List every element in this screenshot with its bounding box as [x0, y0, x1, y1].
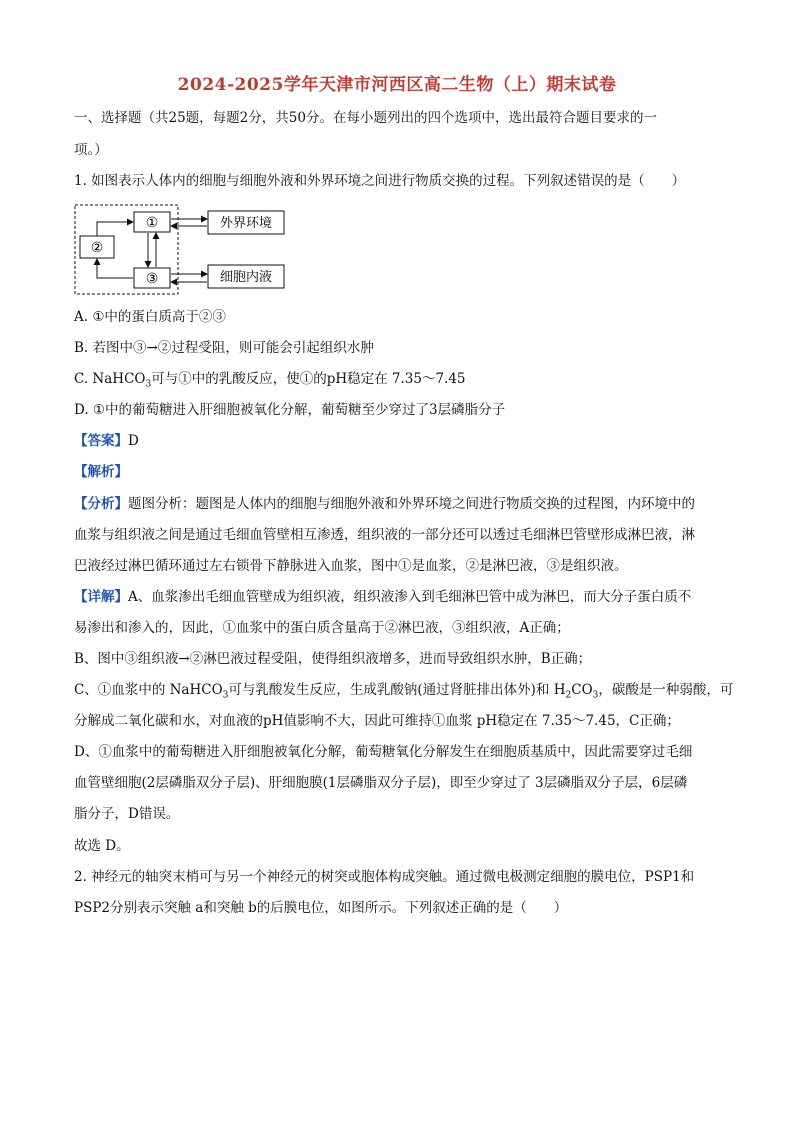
node-1-label: ① [145, 215, 159, 231]
arrow-3-to-2 [97, 259, 133, 278]
conclusion-line: 故选 D。 [74, 838, 130, 854]
option-c: C. NaHCO$_3$可与①中的乳酸反应，使①的pH稳定在 7.35～7.45 [74, 371, 466, 390]
detail-d-line-1: D、①血浆中的葡萄糖进入肝细胞被氧化分解，葡萄糖氧化分解发生在细胞质基质中，因此需要穿过毛细 [74, 744, 693, 760]
detail-d-line-3: 脂分子，D错误。 [74, 806, 180, 822]
exchange-diagram [74, 204, 294, 296]
question-2-stem-2: PSP2分别表示突触 a和突触 b的后膜电位，如图所示。下列叙述正确的是（ ） [74, 900, 568, 916]
section-instructions: 一、选择题（共25题，每题2分，共50分。在每小题列出的四个选项中，选出最符合题目要求的一 [74, 110, 657, 126]
fenxi-line-1: 【分析】题图分析：题图是人体内的细胞与细胞外液和外界环境之间进行物质交换的过程图，内环境中的 [74, 496, 695, 512]
outer-environment-label: 外界环境 [219, 216, 273, 231]
question-2-stem-1: 2. 神经元的轴突末梢可与另一个神经元的树突或胞体构成突触。通过微电极测定细胞的膜电位，PSP1和 [74, 869, 695, 885]
option-d: D. ①中的葡萄糖进入肝细胞被氧化分解，葡萄糖至少穿过了3层磷脂分子 [74, 402, 506, 418]
fenxi-line-3: 巴液经过淋巴循环通过左右锁骨下静脉进入血浆，图中①是血浆，②是淋巴液，③是组织液。 [74, 558, 628, 574]
analysis-heading: 【解析】 [74, 464, 128, 480]
page-title: 2024-2025学年天津市河西区高二生物（上）期末试卷 [177, 75, 617, 95]
option-b: B. 若图中③→②过程受阻，则可能会引起组织水肿 [74, 340, 374, 356]
answer-value: D [128, 433, 139, 449]
detail-c-line-1: C、①血浆中的 NaHCO$_3$可与乳酸发生反应，生成乳酸钠(通过肾脏排出体外)和 $H_2CO_3$，碳酸是一种弱酸，可 [74, 682, 734, 701]
answer-tag: 【答案】 [74, 433, 128, 449]
detail-d-line-2: 血管壁细胞(2层磷脂双分子层)、肝细胞膜(1层磷脂双分子层)，即至少穿过了 3层磷脂双分子层，6层磷 [74, 775, 688, 791]
detail-a-line-1: 【详解】A、血浆渗出毛细血管壁成为组织液，组织液渗入到毛细淋巴管中成为淋巴，而大分子蛋白质不 [74, 589, 692, 605]
detail-c-line-2: 分解成二氧化碳和水，对血液的pH值影响不大，因此可维持①血浆 pH稳定在 7.35～7.45，C正确； [74, 713, 680, 729]
question-1-stem: 1. 如图表示人体内的细胞与细胞外液和外界环境之间进行物质交换的过程。下列叙述错误的是（ ） [74, 173, 686, 189]
section-instructions-cont: 项。） [74, 142, 108, 158]
option-a: A. ①中的蛋白质高于②③ [74, 309, 226, 325]
fenxi-line-2: 血浆与组织液之间是通过毛细血管壁相互渗透，组织液的一部分还可以透过毛细淋巴管壁形成淋巴液，淋 [74, 527, 695, 543]
answer-line [74, 431, 724, 451]
node-2-label: ② [90, 240, 104, 256]
intracellular-fluid-label: 细胞内液 [219, 270, 273, 285]
detail-b-line: B、图中③组织液→②淋巴液过程受阻，使得组织液增多，进而导致组织水肿，B正确； [74, 651, 592, 667]
arrow-2-to-1 [97, 222, 133, 236]
node-3-label: ③ [145, 271, 159, 287]
detail-a-line-2: 易渗出和渗入的，因此，①血浆中的蛋白质含量高于②淋巴液，③组织液，A正确； [74, 620, 570, 636]
